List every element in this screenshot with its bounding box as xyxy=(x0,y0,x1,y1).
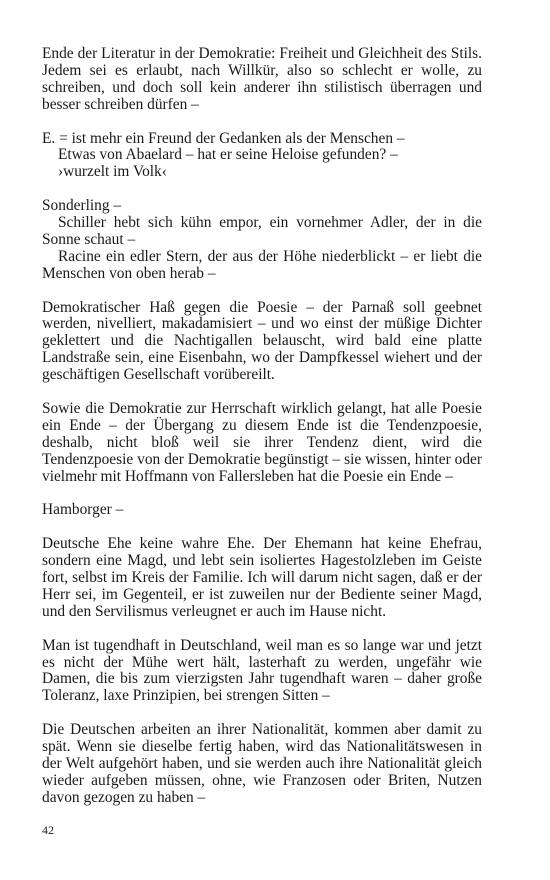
paragraph: ›wurzelt im Volk‹ xyxy=(58,163,167,181)
paragraph: Schiller hebt sich kühn empor, ein vornehmer Adler, der in die Sonne schaut – xyxy=(42,214,482,248)
text-block xyxy=(42,131,482,182)
page-number: 42 xyxy=(42,823,54,837)
paragraph: E. = ist mehr ein Freund der Gedanken als der Menschen – xyxy=(42,129,405,147)
paragraph: Demokratischer Haß gegen die Poesie – der Parnaß soll geebnet werden, nivelliert, makadamisiert – und wo einst der müßige Dichter geklettert und die Nachtigallen belauscht, wird bald eine platte Landstraße sein, eine Eisenbahn, wo der Dampfkessel wiehert und der geschäftigen Gesellschaft vorübereilt. xyxy=(42,298,482,384)
paragraph: Sowie die Demokratie zur Herrschaft wirklich gelangt, hat alle Poesie ein Ende – der Übergang zu diesem Ende ist die Tendenzpoesie, deshalb, nicht bloß weil sie ihrer Tendenz dient, wird die Tendenzpoesie von der Demokratie begünstigt – sie wissen, hinter oder vielmehr mit Hoffmann von Fallersleben hat die Poesie ein Ende – xyxy=(42,399,482,485)
text-block xyxy=(42,46,482,114)
page-body xyxy=(42,46,482,807)
text-block xyxy=(42,300,482,385)
paragraph: Hamborger – xyxy=(42,501,124,519)
paragraph: Sonderling – xyxy=(42,197,122,215)
text-block xyxy=(42,502,482,519)
text-block xyxy=(42,401,482,486)
text-block xyxy=(42,722,482,807)
paragraph: Deutsche Ehe keine wahre Ehe. Der Ehemann hat keine Ehefrau, sondern eine Magd, und lebt sein isoliertes Hagestolzleben im Geiste fort, selbst im Kreis der Familie. Ich will darum nicht sagen, daß er der Herr sei, im Gegenteil, er ist zuweilen nur der Bediente seiner Magd, und den Servilismus verleugnet er auch im Hause nicht. xyxy=(42,535,482,620)
text-block xyxy=(42,536,482,621)
paragraph: Ende der Literatur in der Demokratie: Freiheit und Gleichheit des Stils. Jedem sei es erlaubt, nach Willkür, also so schlecht er wolle, zu schreiben, und doch soll kein anderer ihn stilistisch überragen und besser schreiben dürfen – xyxy=(42,45,482,113)
text-block xyxy=(42,198,482,283)
paragraph: Die Deutschen arbeiten an ihrer Nationalität, kommen aber damit zu spät. Wenn sie dieselbe fertig haben, wird das Nationalitätswesen in der Welt aufgehört haben, und sie werden auch ihre Nationalität gleich wieder aufgeben müssen, ohne, wie Franzosen oder Briten, Nutzen davon gezogen zu haben – xyxy=(42,721,482,806)
text-block xyxy=(42,638,482,706)
paragraph: Etwas von Abaelard – hat er seine Heloise gefunden? – xyxy=(58,146,398,164)
paragraph: Racine ein edler Stern, der aus der Höhe niederblickt – er liebt die Menschen von oben herab – xyxy=(42,247,482,282)
paragraph: Man ist tugendhaft in Deutschland, weil man es so lange war und jetzt es nicht der Mühe wert hält, lasterhaft zu werden, ungefähr wie Damen, die bis zum vierzigsten Jahr tugendhaft waren – daher große Toleranz, laxe Prinzipien, bei strengen Sitten – xyxy=(42,636,482,705)
